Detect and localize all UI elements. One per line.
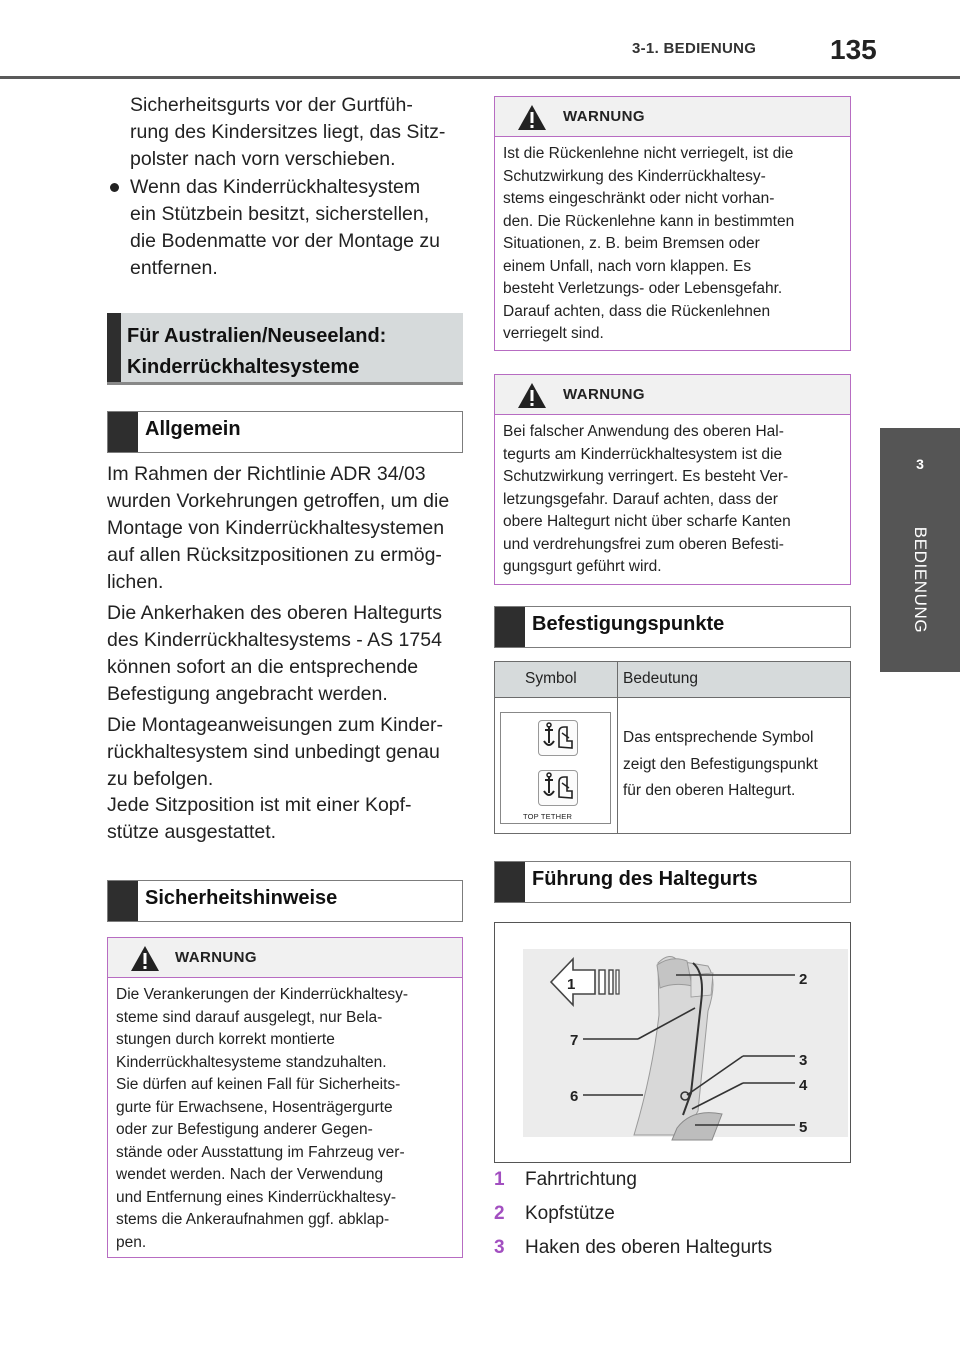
text-line: die Bodenmatte vor der Montage zu <box>130 230 441 252</box>
legend-number: 2 <box>494 1203 505 1224</box>
text-line: Situationen, z. B. beim Bremsen oder <box>503 235 760 252</box>
legend-number: 3 <box>494 1237 505 1258</box>
text-line: Jede Sitzposition ist mit einer Kopf- <box>107 794 412 816</box>
heading-anchor-points-text: Befestigungspunkte <box>532 613 725 635</box>
text-line: Ist die Rückenlehne nicht verriegelt, ist die <box>503 145 794 162</box>
text-line: tegurts am Kinderrückhaltesystem ist die <box>503 445 783 463</box>
text-line: Bei falscher Anwendung des oberen Hal- <box>503 423 784 440</box>
text-line: wurden Vorkehrungen getroffen, um die <box>107 490 450 512</box>
legend-text: Haken des oberen Haltegurts <box>525 1237 773 1258</box>
text-line: Schutzwirkung verringert. Es besteht Ver- <box>503 468 789 485</box>
legend-number: 1 <box>494 1169 505 1190</box>
bullet-icon <box>110 183 119 192</box>
text-line: gurte für Erwachsene, Hosenträgergurte <box>116 1098 393 1116</box>
heading-bar <box>108 881 138 921</box>
text-line: polster nach vorn verschieben. <box>130 148 396 170</box>
instructions-paragraph <box>107 712 443 793</box>
intro-paragraph <box>130 92 445 173</box>
warning-title: WARNUNG <box>175 949 257 966</box>
section-title: 3-1. BEDIENUNG <box>632 40 757 57</box>
top-tether-anchor-icon <box>538 770 578 806</box>
heading-general-text: Allgemein <box>145 418 241 440</box>
column-divider <box>617 662 618 833</box>
text-line: Sicherheitsgurts vor der Gurtfüh- <box>130 94 413 116</box>
text-line: Die Ankerhaken des oberen Haltegurts <box>107 602 442 624</box>
heading-safety <box>107 880 463 922</box>
heading-australia <box>107 313 463 385</box>
meaning-cell <box>623 725 849 805</box>
text-line: rückhaltesystem sind unbedingt genau <box>107 741 440 763</box>
text-line: verriegelt sind. <box>503 325 604 342</box>
text-line: oder zur Befestigung anderer Gegen- <box>116 1121 373 1138</box>
warning-text <box>503 143 842 346</box>
warning-title: WARNUNG <box>563 108 645 125</box>
text-line: zeigt den Befestigungspunkt <box>623 755 818 773</box>
text-line: stems eingeschränkt oder nicht vorhan- <box>503 190 775 207</box>
warning-triangle-icon <box>130 945 160 972</box>
text-line: und Entfernung eines Kinderrückhaltesy- <box>116 1188 397 1206</box>
text-line: einem Unfall, nach vorn klappen. Es <box>503 257 752 275</box>
text-line: obere Haltegurt nicht über scharfe Kanten <box>503 513 791 530</box>
warning-header <box>495 97 850 137</box>
chapter-tab[interactable]: 3 <box>880 428 960 500</box>
text-line: auf allen Rücksitzpositionen zu ermög- <box>107 544 442 566</box>
text-line: zu befolgen. <box>107 768 214 790</box>
heading-bar <box>107 313 121 382</box>
warning-header <box>495 375 850 415</box>
text-line: Sie dürfen auf keinen Fall für Sicherheits- <box>116 1076 401 1093</box>
heading-anchor-points <box>494 606 851 648</box>
legend-text: Fahrtrichtung <box>525 1169 637 1190</box>
text-line: Die Verankerungen der Kinderrückhaltesy- <box>116 986 409 1003</box>
legend-text: Kopfstütze <box>525 1203 615 1224</box>
page-number: 135 <box>830 34 877 65</box>
callout-7: 7 <box>570 1032 579 1049</box>
text-line: ein Stützbein besitzt, sicherstellen, <box>130 203 430 225</box>
seat-illustration <box>495 923 850 1162</box>
heading-line: Für Australien/Neuseeland: <box>127 325 387 347</box>
header-divider <box>0 76 960 79</box>
heading-bar <box>495 862 525 902</box>
text-line: steme sind darauf ausgelegt, nur Bela- <box>116 1008 383 1026</box>
symbol-table <box>494 661 851 834</box>
text-line: entfernen. <box>130 257 218 279</box>
text-line: Befestigung angebracht werden. <box>107 683 388 705</box>
warning-box-backrest <box>494 96 851 351</box>
text-line: Schutzwirkung des Kinderrückhaltesy- <box>503 167 766 185</box>
column-header-symbol: Symbol <box>525 670 577 687</box>
bullet-paragraph <box>130 174 440 282</box>
column-header-meaning: Bedeutung <box>623 670 698 687</box>
text-line: stände oder Ausstattung im Fahrzeug ver- <box>116 1143 405 1161</box>
heading-tether-routing-text: Führung des Haltegurts <box>532 868 758 890</box>
text-line: stems die Ankeraufnahmen ggf. abklap- <box>116 1211 390 1228</box>
text-line: pen. <box>116 1233 147 1251</box>
text-line: Im Rahmen der Richtlinie ADR 34/03 <box>107 463 426 485</box>
heading-bar <box>108 412 138 452</box>
warning-header <box>108 938 462 978</box>
headrest-paragraph <box>107 792 412 846</box>
heading-line: Kinderrückhaltesysteme <box>127 356 360 378</box>
callout-5: 5 <box>799 1119 808 1136</box>
heading-safety-text: Sicherheitshinweise <box>145 887 338 909</box>
text-line: gungsgurt geführt wird. <box>503 558 662 575</box>
callout-6: 6 <box>570 1088 579 1105</box>
warning-text <box>503 421 842 579</box>
text-line: des Kinderrückhaltesystems - AS 1754 <box>107 629 442 651</box>
tether-routing-figure <box>494 922 851 1163</box>
heading-general <box>107 411 463 453</box>
text-line: den. Die Rückenlehne kann in bestimmten <box>503 212 795 230</box>
callout-4: 4 <box>799 1077 808 1094</box>
warning-triangle-icon <box>517 382 547 409</box>
heading-bar <box>495 607 525 647</box>
adr-paragraph <box>107 461 449 596</box>
warning-text <box>116 984 454 1254</box>
callout-2: 2 <box>799 971 808 988</box>
warning-box-top-tether <box>494 374 851 585</box>
callout-3: 3 <box>799 1052 808 1069</box>
top-tether-caption: TOP TETHER <box>523 812 573 821</box>
chapter-label: BEDIENUNG <box>911 526 930 634</box>
warning-box-anchorages <box>107 937 463 1258</box>
warning-title: WARNUNG <box>563 386 645 403</box>
text-line: Darauf achten, dass die Rückenlehnen <box>503 302 771 320</box>
text-line: Das entsprechende Symbol <box>623 729 814 746</box>
heading-tether-routing <box>494 861 851 903</box>
text-line: lichen. <box>107 571 164 593</box>
text-line: wendet werden. Nach der Verwendung <box>116 1166 384 1183</box>
text-line: stütze ausgestattet. <box>107 821 277 843</box>
text-line: stungen durch korrekt montierte <box>116 1031 335 1048</box>
heading-australia-text <box>127 321 386 383</box>
text-line: Kinderrückhaltesysteme standzuhalten. <box>116 1053 387 1071</box>
text-line: für den oberen Haltegurt. <box>623 782 796 799</box>
text-line: Die Montageanweisungen zum Kinder- <box>107 714 444 736</box>
text-line: letzungsgefahr. Darauf achten, dass der <box>503 490 778 508</box>
text-line: rung des Kindersitzes liegt, das Sitz- <box>130 121 446 143</box>
callout-1: 1 <box>567 976 576 993</box>
anchor-paragraph <box>107 600 442 708</box>
warning-triangle-icon <box>517 104 547 131</box>
child-seat-anchor-icon <box>538 720 578 756</box>
text-line: Wenn das Kinderrückhaltesystem <box>130 176 421 198</box>
text-line: können sofort an die entsprechende <box>107 656 419 678</box>
text-line: besteht Verletzungs- oder Lebensgefahr. <box>503 280 783 297</box>
symbol-cell <box>500 712 611 824</box>
text-line: und verdrehungsfrei zum oberen Befesti- <box>503 535 784 553</box>
text-line: Montage von Kinderrückhaltesystemen <box>107 517 445 539</box>
